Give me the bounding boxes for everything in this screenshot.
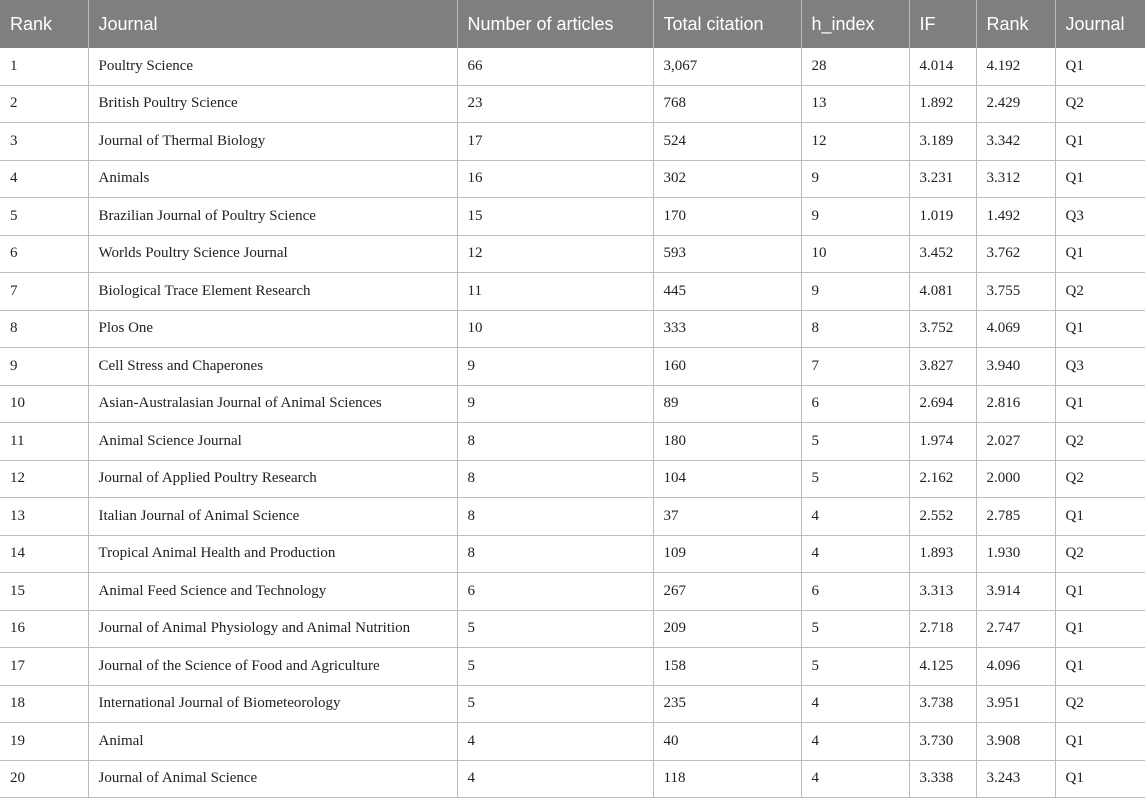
- cell-journal: Plos One: [88, 310, 457, 348]
- cell-h-index: 4: [801, 498, 909, 536]
- cell-h-index: 10: [801, 235, 909, 273]
- cell-total-citation: 170: [653, 198, 801, 236]
- cell-total-citation: 445: [653, 273, 801, 311]
- cell-journal-quartile: Q3: [1055, 348, 1145, 386]
- cell-total-citation: 89: [653, 385, 801, 423]
- cell-h-index: 8: [801, 310, 909, 348]
- cell-number-of-articles: 66: [457, 48, 653, 85]
- cell-if: 4.125: [909, 648, 976, 686]
- cell-rank: 18: [0, 685, 88, 723]
- cell-journal-quartile: Q2: [1055, 85, 1145, 123]
- cell-rank: 11: [0, 423, 88, 461]
- cell-h-index: 12: [801, 123, 909, 161]
- cell-journal-quartile: Q1: [1055, 498, 1145, 536]
- cell-if-rank: 2.816: [976, 385, 1055, 423]
- cell-journal: Animal: [88, 723, 457, 761]
- table-row: [0, 123, 1145, 161]
- cell-total-citation: 333: [653, 310, 801, 348]
- cell-if: 3.313: [909, 573, 976, 611]
- header-h-index: h_index: [801, 0, 909, 48]
- cell-journal: Asian-Australasian Journal of Animal Sciences: [88, 385, 457, 423]
- cell-rank: 16: [0, 610, 88, 648]
- table-row: [0, 160, 1145, 198]
- table-row: [0, 348, 1145, 386]
- cell-rank: 1: [0, 48, 88, 85]
- cell-journal-quartile: Q1: [1055, 48, 1145, 85]
- cell-journal: Tropical Animal Health and Production: [88, 535, 457, 573]
- table-row: [0, 760, 1145, 798]
- table-row: [0, 385, 1145, 423]
- cell-h-index: 5: [801, 423, 909, 461]
- table-row: [0, 198, 1145, 236]
- cell-total-citation: 209: [653, 610, 801, 648]
- cell-journal-quartile: Q1: [1055, 235, 1145, 273]
- cell-journal: Journal of Thermal Biology: [88, 123, 457, 161]
- cell-if: 2.718: [909, 610, 976, 648]
- cell-h-index: 5: [801, 460, 909, 498]
- cell-journal: Cell Stress and Chaperones: [88, 348, 457, 386]
- cell-total-citation: 160: [653, 348, 801, 386]
- table-row: [0, 273, 1145, 311]
- cell-journal-quartile: Q1: [1055, 573, 1145, 611]
- cell-journal: Biological Trace Element Research: [88, 273, 457, 311]
- table-row: [0, 235, 1145, 273]
- cell-if: 4.081: [909, 273, 976, 311]
- cell-h-index: 4: [801, 535, 909, 573]
- cell-journal-quartile: Q3: [1055, 198, 1145, 236]
- cell-journal: Brazilian Journal of Poultry Science: [88, 198, 457, 236]
- cell-if-rank: 4.069: [976, 310, 1055, 348]
- table-row: [0, 498, 1145, 536]
- cell-number-of-articles: 8: [457, 498, 653, 536]
- cell-h-index: 7: [801, 348, 909, 386]
- cell-journal-quartile: Q1: [1055, 648, 1145, 686]
- header-rank: Rank: [0, 0, 88, 48]
- cell-if: 3.452: [909, 235, 976, 273]
- cell-number-of-articles: 8: [457, 535, 653, 573]
- cell-total-citation: 109: [653, 535, 801, 573]
- cell-h-index: 6: [801, 385, 909, 423]
- cell-h-index: 4: [801, 760, 909, 798]
- cell-rank: 3: [0, 123, 88, 161]
- table-row: [0, 648, 1145, 686]
- cell-if-rank: 2.027: [976, 423, 1055, 461]
- cell-journal: Worlds Poultry Science Journal: [88, 235, 457, 273]
- header-number-of-articles: Number of articles: [457, 0, 653, 48]
- cell-journal: Journal of Animal Physiology and Animal Nutrition: [88, 610, 457, 648]
- cell-h-index: 6: [801, 573, 909, 611]
- cell-rank: 8: [0, 310, 88, 348]
- table-row: [0, 573, 1145, 611]
- cell-rank: 4: [0, 160, 88, 198]
- cell-rank: 7: [0, 273, 88, 311]
- table-body: [0, 48, 1145, 798]
- cell-if: 1.974: [909, 423, 976, 461]
- cell-if: 1.892: [909, 85, 976, 123]
- cell-number-of-articles: 15: [457, 198, 653, 236]
- cell-if-rank: 1.930: [976, 535, 1055, 573]
- cell-if-rank: 2.000: [976, 460, 1055, 498]
- cell-rank: 13: [0, 498, 88, 536]
- cell-if: 3.231: [909, 160, 976, 198]
- cell-number-of-articles: 9: [457, 385, 653, 423]
- cell-number-of-articles: 10: [457, 310, 653, 348]
- cell-if: 2.162: [909, 460, 976, 498]
- header-if-rank: Rank: [976, 0, 1055, 48]
- cell-total-citation: 3,067: [653, 48, 801, 85]
- cell-if-rank: 2.429: [976, 85, 1055, 123]
- cell-if-rank: 3.755: [976, 273, 1055, 311]
- cell-number-of-articles: 8: [457, 460, 653, 498]
- cell-number-of-articles: 5: [457, 685, 653, 723]
- cell-h-index: 9: [801, 198, 909, 236]
- cell-if: 3.827: [909, 348, 976, 386]
- cell-h-index: 4: [801, 723, 909, 761]
- cell-total-citation: 593: [653, 235, 801, 273]
- cell-number-of-articles: 6: [457, 573, 653, 611]
- cell-journal: Poultry Science: [88, 48, 457, 85]
- cell-journal-quartile: Q2: [1055, 460, 1145, 498]
- cell-h-index: 5: [801, 648, 909, 686]
- cell-if-rank: 3.951: [976, 685, 1055, 723]
- cell-if-rank: 3.342: [976, 123, 1055, 161]
- header-journal: Journal: [88, 0, 457, 48]
- cell-journal: International Journal of Biometeorology: [88, 685, 457, 723]
- cell-total-citation: 524: [653, 123, 801, 161]
- cell-if-rank: 3.312: [976, 160, 1055, 198]
- cell-total-citation: 768: [653, 85, 801, 123]
- cell-rank: 9: [0, 348, 88, 386]
- cell-rank: 2: [0, 85, 88, 123]
- cell-number-of-articles: 11: [457, 273, 653, 311]
- cell-number-of-articles: 4: [457, 760, 653, 798]
- cell-if: 2.552: [909, 498, 976, 536]
- cell-if: 3.752: [909, 310, 976, 348]
- header-row: [0, 0, 1145, 48]
- cell-total-citation: 158: [653, 648, 801, 686]
- cell-number-of-articles: 4: [457, 723, 653, 761]
- cell-if: 3.730: [909, 723, 976, 761]
- cell-journal: British Poultry Science: [88, 85, 457, 123]
- cell-if-rank: 3.908: [976, 723, 1055, 761]
- cell-rank: 10: [0, 385, 88, 423]
- cell-journal-quartile: Q1: [1055, 760, 1145, 798]
- cell-total-citation: 267: [653, 573, 801, 611]
- table-row: [0, 310, 1145, 348]
- cell-rank: 19: [0, 723, 88, 761]
- table-row: [0, 85, 1145, 123]
- cell-journal: Journal of Applied Poultry Research: [88, 460, 457, 498]
- table-row: [0, 723, 1145, 761]
- table-row: [0, 423, 1145, 461]
- header-journal-quartile: Journal: [1055, 0, 1145, 48]
- cell-rank: 14: [0, 535, 88, 573]
- cell-h-index: 28: [801, 48, 909, 85]
- cell-journal-quartile: Q2: [1055, 273, 1145, 311]
- table-row: [0, 48, 1145, 85]
- cell-rank: 6: [0, 235, 88, 273]
- cell-if-rank: 2.785: [976, 498, 1055, 536]
- cell-journal-quartile: Q1: [1055, 123, 1145, 161]
- cell-total-citation: 118: [653, 760, 801, 798]
- cell-rank: 5: [0, 198, 88, 236]
- cell-total-citation: 37: [653, 498, 801, 536]
- cell-if-rank: 4.096: [976, 648, 1055, 686]
- cell-number-of-articles: 16: [457, 160, 653, 198]
- header-if: IF: [909, 0, 976, 48]
- cell-total-citation: 302: [653, 160, 801, 198]
- table-row: [0, 610, 1145, 648]
- cell-if: 1.893: [909, 535, 976, 573]
- cell-if-rank: 3.243: [976, 760, 1055, 798]
- table-row: [0, 685, 1145, 723]
- cell-h-index: 9: [801, 160, 909, 198]
- cell-journal-quartile: Q1: [1055, 610, 1145, 648]
- cell-if-rank: 1.492: [976, 198, 1055, 236]
- cell-if-rank: 3.914: [976, 573, 1055, 611]
- cell-total-citation: 40: [653, 723, 801, 761]
- cell-if: 1.019: [909, 198, 976, 236]
- cell-if: 3.738: [909, 685, 976, 723]
- cell-journal: Journal of the Science of Food and Agriculture: [88, 648, 457, 686]
- cell-h-index: 9: [801, 273, 909, 311]
- cell-rank: 12: [0, 460, 88, 498]
- cell-journal: Journal of Animal Science: [88, 760, 457, 798]
- cell-rank: 17: [0, 648, 88, 686]
- cell-if-rank: 3.762: [976, 235, 1055, 273]
- cell-rank: 15: [0, 573, 88, 611]
- cell-journal-quartile: Q1: [1055, 385, 1145, 423]
- cell-if-rank: 2.747: [976, 610, 1055, 648]
- cell-journal: Italian Journal of Animal Science: [88, 498, 457, 536]
- cell-number-of-articles: 8: [457, 423, 653, 461]
- cell-journal-quartile: Q1: [1055, 310, 1145, 348]
- cell-if: 4.014: [909, 48, 976, 85]
- cell-h-index: 4: [801, 685, 909, 723]
- cell-number-of-articles: 12: [457, 235, 653, 273]
- cell-journal-quartile: Q1: [1055, 723, 1145, 761]
- cell-journal-quartile: Q2: [1055, 423, 1145, 461]
- cell-number-of-articles: 5: [457, 648, 653, 686]
- table-header: [0, 0, 1145, 48]
- cell-h-index: 13: [801, 85, 909, 123]
- cell-total-citation: 104: [653, 460, 801, 498]
- cell-if: 3.338: [909, 760, 976, 798]
- cell-journal-quartile: Q2: [1055, 535, 1145, 573]
- cell-journal-quartile: Q1: [1055, 160, 1145, 198]
- header-total-citation: Total citation: [653, 0, 801, 48]
- cell-if: 2.694: [909, 385, 976, 423]
- cell-journal: Animal Feed Science and Technology: [88, 573, 457, 611]
- cell-total-citation: 235: [653, 685, 801, 723]
- cell-rank: 20: [0, 760, 88, 798]
- cell-h-index: 5: [801, 610, 909, 648]
- cell-journal: Animal Science Journal: [88, 423, 457, 461]
- cell-number-of-articles: 9: [457, 348, 653, 386]
- cell-number-of-articles: 23: [457, 85, 653, 123]
- cell-journal-quartile: Q2: [1055, 685, 1145, 723]
- table-row: [0, 460, 1145, 498]
- cell-if: 3.189: [909, 123, 976, 161]
- cell-if-rank: 4.192: [976, 48, 1055, 85]
- table-row: [0, 535, 1145, 573]
- cell-number-of-articles: 17: [457, 123, 653, 161]
- cell-total-citation: 180: [653, 423, 801, 461]
- cell-journal: Animals: [88, 160, 457, 198]
- cell-if-rank: 3.940: [976, 348, 1055, 386]
- cell-number-of-articles: 5: [457, 610, 653, 648]
